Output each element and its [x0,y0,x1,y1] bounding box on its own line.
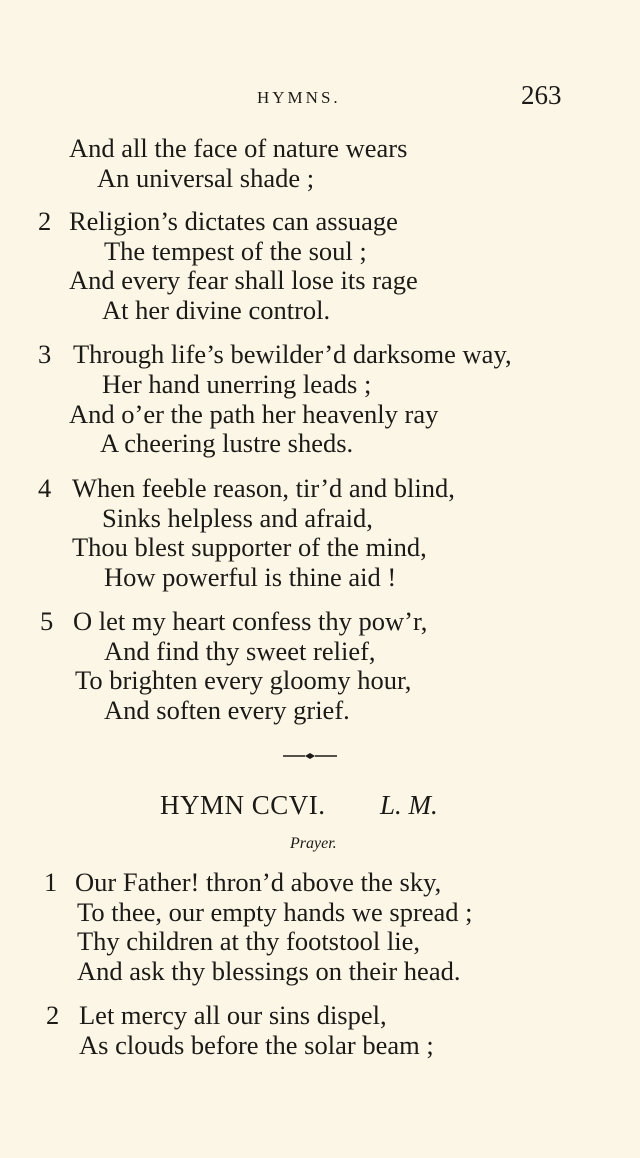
verse-line: And find thy sweet relief, [104,636,376,666]
verse-line: Religion’s dictates can assuage [69,206,398,236]
verse-line: As clouds before the solar beam ; [79,1030,434,1060]
verse-line: Thy children at thy footstool lie, [77,926,420,956]
ornament-divider [283,750,337,762]
verse-line: And o’er the path her heavenly ray [69,399,439,429]
running-head [0,80,640,116]
hymn-heading [0,790,640,824]
verse-line: How powerful is thine aid ! [104,562,397,592]
stanza-number: 1 [44,867,58,897]
verse-line: And ask thy blessings on their head. [77,956,461,986]
verse-line: To brighten every gloomy hour, [75,665,412,695]
verse-line: Sinks helpless and afraid, [102,503,373,533]
stanza-number: 4 [38,473,52,503]
stanza-number: 2 [46,1000,60,1030]
verse-line: Her hand unerring leads ; [102,369,372,399]
verse-line: Let mercy all our sins dispel, [79,1000,387,1030]
hymn-subtitle: Prayer. [290,835,337,852]
stanza-number: 2 [38,206,52,236]
verse-line: And all the face of nature wears [69,133,408,163]
verse-line: And soften every grief. [104,695,350,725]
verse-line: Through life’s bewilder’d darksome way, [73,339,512,369]
hymn-meter: L. M. [380,790,438,820]
verse-line: To thee, our empty hands we spread ; [77,897,473,927]
verse-line: The tempest of the soul ; [104,236,367,266]
verse-line: Our Father! thron’d above the sky, [75,867,442,897]
verse-line: O let my heart confess thy pow’r, [73,606,428,636]
hymn-title: HYMN CCVI. [160,790,326,820]
verse-line: When feeble reason, tir’d and blind, [72,473,455,503]
verse-line: At her divine control. [102,295,331,325]
verse-line: A cheering lustre sheds. [100,428,354,458]
running-head-title: HYMNS. [257,88,341,107]
stanza-number: 3 [38,339,52,369]
verse-line: And every fear shall lose its rage [69,265,418,295]
verse-line: An universal shade ; [97,163,315,193]
verse-line: Thou blest supporter of the mind, [72,532,427,562]
page-number: 263 [521,80,562,110]
stanza-number: 5 [40,606,54,636]
